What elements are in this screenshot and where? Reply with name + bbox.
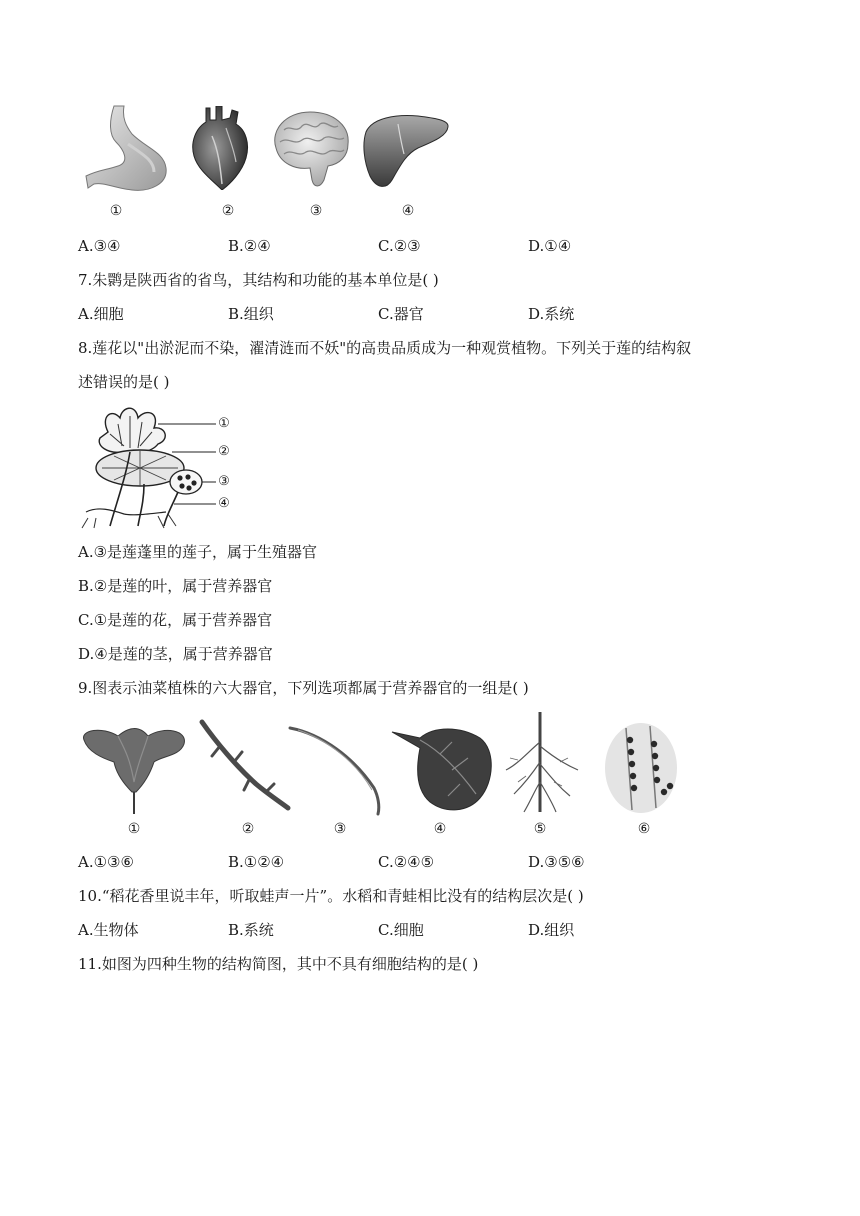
- lotus-label-1: ①: [218, 416, 230, 431]
- q9-figure: [78, 712, 688, 842]
- q7-option-d[interactable]: D.系统: [528, 305, 575, 323]
- q8-option-a[interactable]: A.③是莲蓬里的莲子，属于生殖器官: [78, 543, 318, 561]
- q10-option-b[interactable]: B.系统: [228, 921, 274, 939]
- q9-option-a[interactable]: A.①③⑥: [78, 853, 134, 871]
- q6-option-b[interactable]: B.②④: [228, 237, 271, 255]
- lotus-label-2: ②: [218, 444, 230, 459]
- liver-image: [362, 112, 450, 190]
- heart-image: [190, 106, 252, 190]
- q10-option-c[interactable]: C.细胞: [378, 921, 424, 939]
- rapeseed-flower-image: [78, 722, 190, 814]
- q6-option-d[interactable]: D.①④: [528, 237, 572, 255]
- q10-option-d[interactable]: D.组织: [528, 921, 575, 939]
- q9-stem: 9.图表示油菜植株的六大器官，下列选项都属于营养器官的一组是( ): [78, 679, 529, 697]
- q10-option-a[interactable]: A.生物体: [78, 921, 139, 939]
- rapeseed-leaf-image: [390, 724, 496, 814]
- q9-label-2: ②: [241, 821, 255, 837]
- q11-stem: 11.如图为四种生物的结构简图，其中不具有细胞结构的是( ): [78, 955, 479, 973]
- q8-option-d[interactable]: D.④是莲的茎，属于营养器官: [78, 645, 273, 663]
- q7-option-c[interactable]: C.器官: [378, 305, 424, 323]
- q10-stem: 10.“稻花香里说丰年，听取蛙声一片”。水稻和青蛙相比没有的结构层次是( ): [78, 887, 584, 905]
- q6-label-3: ③: [309, 203, 323, 219]
- q9-option-d[interactable]: D.③⑤⑥: [528, 853, 585, 871]
- q6-option-a[interactable]: A.③④: [78, 237, 121, 255]
- rapeseed-stem-image: [196, 718, 292, 812]
- q9-label-4: ④: [433, 821, 447, 837]
- q8-option-b[interactable]: B.②是莲的叶，属于营养器官: [78, 577, 273, 595]
- q9-label-5: ⑤: [533, 821, 547, 837]
- lotus-diagram: [78, 402, 238, 530]
- rapeseed-fruit-image: [288, 724, 388, 816]
- q6-option-c[interactable]: C.②③: [378, 237, 421, 255]
- q7-option-b[interactable]: B.组织: [228, 305, 274, 323]
- q6-figure: [78, 100, 458, 219]
- q8-stem-line-1: 8.莲花以"出淤泥而不染，濯清涟而不妖"的高贵品质成为一种观赏植物。下列关于莲的结构叙: [78, 339, 692, 357]
- q6-label-1: ①: [109, 203, 123, 219]
- q9-label-1: ①: [127, 821, 141, 837]
- q6-label-2: ②: [221, 203, 235, 219]
- q9-option-c[interactable]: C.②④⑤: [378, 853, 435, 871]
- stomach-image: [84, 104, 170, 192]
- lotus-label-3: ③: [218, 474, 230, 489]
- q8-stem-line-2: 述错误的是( ): [78, 373, 170, 391]
- q7-stem: 7.朱鹮是陕西省的省鸟，其结构和功能的基本单位是( ): [78, 271, 439, 289]
- q9-label-3: ③: [333, 821, 347, 837]
- rapeseed-root-image: [498, 712, 584, 818]
- q9-label-6: ⑥: [637, 821, 651, 837]
- q6-label-4: ④: [401, 203, 415, 219]
- q8-option-c[interactable]: C.①是莲的花，属于营养器官: [78, 611, 273, 629]
- rapeseed-seed-image: [604, 722, 678, 814]
- brain-image: [268, 108, 352, 190]
- q7-option-a[interactable]: A.细胞: [78, 305, 124, 323]
- q9-option-b[interactable]: B.①②④: [228, 853, 285, 871]
- lotus-label-4: ④: [218, 496, 230, 511]
